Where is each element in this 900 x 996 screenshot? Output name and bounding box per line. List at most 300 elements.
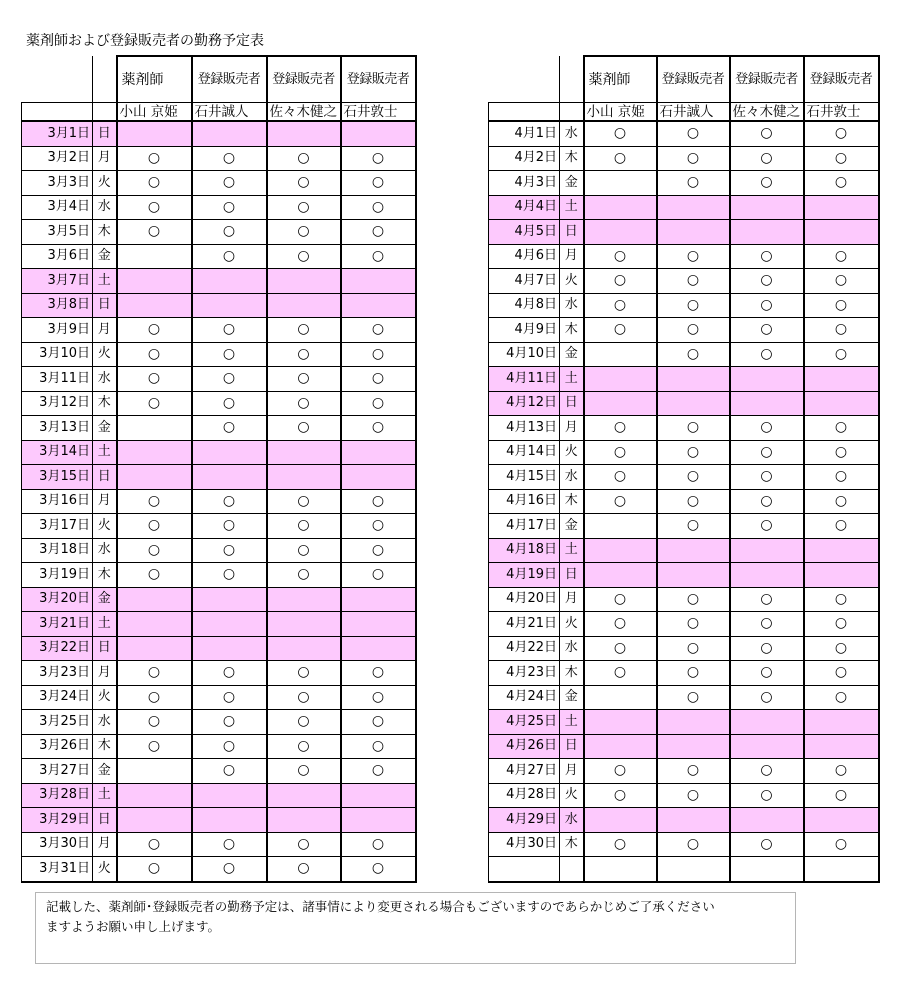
on-duty-mark: ○ [222, 419, 236, 436]
date-cell: 3月30日 [22, 832, 93, 857]
shift-cell [117, 342, 192, 367]
schedule-row [22, 783, 416, 808]
on-duty-mark: ○ [147, 223, 161, 240]
on-duty-mark: ○ [613, 247, 627, 264]
shift-cell [192, 489, 267, 514]
weekday-cell: 木 [560, 146, 584, 171]
shift-cell [584, 342, 657, 367]
on-duty-mark: ○ [760, 664, 773, 681]
shift-cell [117, 146, 192, 171]
shift-cell [657, 661, 730, 686]
shift-cell [584, 269, 657, 294]
shift-cell [341, 465, 416, 490]
on-duty-mark: ○ [686, 272, 700, 289]
shift-cell [341, 489, 416, 514]
on-duty-mark: ○ [760, 762, 773, 779]
shift-cell [657, 318, 730, 343]
on-duty-mark: ○ [222, 223, 236, 240]
shift-cell [730, 318, 804, 343]
shift-cell [584, 121, 657, 146]
schedule-row [489, 563, 879, 588]
shift-cell [341, 587, 416, 612]
shift-cell [117, 269, 192, 294]
on-duty-mark: ○ [686, 492, 700, 509]
on-duty-mark: ○ [297, 517, 310, 534]
schedule-row [489, 538, 879, 563]
shift-cell [267, 342, 341, 367]
shift-cell [192, 391, 267, 416]
shift-cell [192, 538, 267, 563]
on-duty-mark: ○ [147, 860, 161, 877]
on-duty-mark: ○ [297, 566, 310, 583]
shift-cell [267, 416, 341, 441]
on-duty-mark: ○ [686, 664, 700, 681]
on-duty-mark: ○ [834, 835, 848, 852]
on-duty-mark: ○ [613, 443, 627, 460]
role-registered-seller: 登録販売者 [267, 56, 341, 103]
on-duty-mark: ○ [222, 370, 236, 387]
shift-cell [584, 318, 657, 343]
schedule-row [22, 440, 416, 465]
shift-cell [730, 636, 804, 661]
on-duty-mark: ○ [147, 737, 161, 754]
role-pharmacist: 薬剤師 [117, 56, 192, 103]
shift-cell [730, 391, 804, 416]
schedule-row [489, 734, 879, 759]
on-duty-mark: ○ [147, 174, 161, 191]
shift-cell [657, 220, 730, 245]
weekday-cell: 金 [560, 171, 584, 196]
date-cell: 4月12日 [489, 391, 560, 416]
shift-cell [192, 857, 267, 882]
on-duty-mark: ○ [686, 174, 700, 191]
on-duty-mark: ○ [297, 860, 310, 877]
shift-cell [192, 220, 267, 245]
on-duty-mark: ○ [686, 443, 700, 460]
shift-cell [657, 416, 730, 441]
on-duty-mark: ○ [222, 198, 236, 215]
shift-cell [657, 171, 730, 196]
weekday-cell: 木 [93, 734, 117, 759]
header-names-row [489, 103, 879, 122]
shift-cell [804, 734, 879, 759]
date-cell: 4月21日 [489, 612, 560, 637]
shift-cell [657, 244, 730, 269]
date-cell: 3月15日 [22, 465, 93, 490]
shift-cell [804, 244, 879, 269]
date-cell: 3月26日 [22, 734, 93, 759]
date-cell: 3月10日 [22, 342, 93, 367]
shift-cell [192, 171, 267, 196]
on-duty-mark: ○ [222, 492, 236, 509]
date-cell: 3月2日 [22, 146, 93, 171]
shift-cell [730, 832, 804, 857]
on-duty-mark: ○ [297, 688, 310, 705]
weekday-cell: 水 [560, 293, 584, 318]
shift-cell [117, 857, 192, 882]
shift-cell [657, 391, 730, 416]
on-duty-mark: ○ [222, 394, 236, 411]
header-date-cell [22, 103, 93, 122]
shift-cell [730, 685, 804, 710]
on-duty-mark: ○ [222, 860, 236, 877]
header-blank-cell [93, 56, 117, 103]
shift-cell [341, 612, 416, 637]
date-cell: 4月8日 [489, 293, 560, 318]
schedule-row [489, 587, 879, 612]
weekday-cell: 日 [560, 734, 584, 759]
on-duty-mark: ○ [760, 321, 773, 338]
date-cell: 3月28日 [22, 783, 93, 808]
shift-cell [192, 783, 267, 808]
staff-name: 佐々木健之 [267, 103, 341, 122]
on-duty-mark: ○ [613, 615, 627, 632]
shift-cell [267, 759, 341, 784]
on-duty-mark: ○ [147, 517, 161, 534]
schedule-row [22, 587, 416, 612]
on-duty-mark: ○ [686, 835, 700, 852]
date-cell: 4月9日 [489, 318, 560, 343]
date-cell: 4月30日 [489, 832, 560, 857]
weekday-cell: 日 [93, 293, 117, 318]
on-duty-mark: ○ [297, 737, 310, 754]
schedule-row [22, 220, 416, 245]
shift-cell [657, 832, 730, 857]
header-names-row [22, 103, 416, 122]
shift-cell [267, 465, 341, 490]
shift-cell [117, 734, 192, 759]
on-duty-mark: ○ [147, 370, 161, 387]
on-duty-mark: ○ [613, 468, 627, 485]
date-cell: 4月17日 [489, 514, 560, 539]
weekday-cell: 火 [560, 783, 584, 808]
shift-cell [117, 391, 192, 416]
april-schedule-body [489, 56, 879, 882]
shift-cell [804, 146, 879, 171]
shift-cell [657, 783, 730, 808]
weekday-cell: 火 [93, 857, 117, 882]
on-duty-mark: ○ [613, 492, 627, 509]
shift-cell [584, 171, 657, 196]
on-duty-mark: ○ [297, 198, 310, 215]
shift-cell [341, 391, 416, 416]
on-duty-mark: ○ [834, 125, 848, 142]
shift-cell [657, 440, 730, 465]
shift-cell [192, 612, 267, 637]
shift-cell [117, 244, 192, 269]
schedule-row [489, 685, 879, 710]
shift-cell [584, 661, 657, 686]
shift-cell [267, 121, 341, 146]
role-registered-seller: 登録販売者 [657, 56, 730, 103]
on-duty-mark: ○ [760, 125, 773, 142]
shift-cell [341, 244, 416, 269]
shift-cell [341, 783, 416, 808]
on-duty-mark: ○ [222, 835, 236, 852]
shift-cell [192, 121, 267, 146]
schedule-row [22, 808, 416, 833]
schedule-row [22, 832, 416, 857]
shift-cell [117, 661, 192, 686]
schedule-row [489, 195, 879, 220]
weekday-cell: 水 [560, 121, 584, 146]
schedule-row [489, 342, 879, 367]
on-duty-mark: ○ [834, 664, 848, 681]
header-roles-row [489, 56, 879, 103]
on-duty-mark: ○ [834, 247, 848, 264]
date-cell: 4月24日 [489, 685, 560, 710]
on-duty-mark: ○ [834, 468, 848, 485]
shift-cell [117, 832, 192, 857]
on-duty-mark: ○ [147, 492, 161, 509]
shift-cell [341, 832, 416, 857]
date-cell: 3月25日 [22, 710, 93, 735]
shift-cell [117, 563, 192, 588]
date-cell: 3月6日 [22, 244, 93, 269]
date-cell: 3月21日 [22, 612, 93, 637]
shift-cell [341, 563, 416, 588]
weekday-cell: 月 [93, 661, 117, 686]
shift-cell [192, 636, 267, 661]
weekday-cell: 日 [93, 636, 117, 661]
weekday-cell: 月 [93, 489, 117, 514]
on-duty-mark: ○ [222, 737, 236, 754]
on-duty-mark: ○ [613, 639, 627, 656]
staff-name: 石井誠人 [192, 103, 267, 122]
on-duty-mark: ○ [760, 272, 773, 289]
weekday-cell: 土 [560, 538, 584, 563]
shift-cell [730, 342, 804, 367]
schedule-row [22, 734, 416, 759]
on-duty-mark: ○ [222, 664, 236, 681]
shift-cell [730, 734, 804, 759]
weekday-cell: 月 [560, 416, 584, 441]
shift-cell [730, 367, 804, 392]
shift-cell [657, 636, 730, 661]
notice-box [35, 892, 796, 964]
weekday-cell: 火 [560, 440, 584, 465]
date-cell: 4月13日 [489, 416, 560, 441]
date-cell: 3月1日 [22, 121, 93, 146]
on-duty-mark: ○ [686, 639, 700, 656]
role-registered-seller: 登録販売者 [192, 56, 267, 103]
on-duty-mark: ○ [371, 149, 385, 166]
on-duty-mark: ○ [834, 639, 848, 656]
shift-cell [804, 465, 879, 490]
on-duty-mark: ○ [222, 517, 236, 534]
shift-cell [584, 195, 657, 220]
weekday-cell: 木 [93, 563, 117, 588]
schedule-row [22, 710, 416, 735]
shift-cell [117, 636, 192, 661]
date-cell: 4月25日 [489, 710, 560, 735]
shift-cell [657, 146, 730, 171]
on-duty-mark: ○ [686, 762, 700, 779]
on-duty-mark: ○ [297, 762, 310, 779]
weekday-cell: 火 [93, 342, 117, 367]
shift-cell [730, 759, 804, 784]
shift-cell [584, 244, 657, 269]
shift-cell [341, 685, 416, 710]
on-duty-mark: ○ [297, 419, 310, 436]
shift-cell [730, 563, 804, 588]
weekday-cell: 月 [560, 244, 584, 269]
shift-cell [804, 587, 879, 612]
on-duty-mark: ○ [760, 688, 773, 705]
shift-cell [584, 538, 657, 563]
on-duty-mark: ○ [147, 321, 161, 338]
schedule-row [22, 367, 416, 392]
page-title: 薬剤師および登録販売者の勤務予定表 [26, 33, 264, 49]
on-duty-mark: ○ [371, 345, 385, 362]
shift-cell [657, 293, 730, 318]
on-duty-mark: ○ [222, 541, 236, 558]
shift-cell [657, 514, 730, 539]
date-cell: 3月17日 [22, 514, 93, 539]
shift-cell [730, 489, 804, 514]
schedule-row [22, 244, 416, 269]
on-duty-mark: ○ [834, 149, 848, 166]
header-roles-row [22, 56, 416, 103]
shift-cell [804, 318, 879, 343]
schedule-row [489, 244, 879, 269]
on-duty-mark: ○ [297, 664, 310, 681]
weekday-cell: 火 [560, 612, 584, 637]
date-cell: 3月11日 [22, 367, 93, 392]
date-cell: 4月5日 [489, 220, 560, 245]
on-duty-mark: ○ [371, 664, 385, 681]
on-duty-mark: ○ [686, 345, 700, 362]
shift-cell [192, 734, 267, 759]
on-duty-mark: ○ [297, 321, 310, 338]
on-duty-mark: ○ [297, 492, 310, 509]
shift-cell [584, 220, 657, 245]
schedule-row [22, 318, 416, 343]
on-duty-mark: ○ [371, 762, 385, 779]
schedule-row [489, 367, 879, 392]
date-cell: 3月9日 [22, 318, 93, 343]
shift-cell [341, 195, 416, 220]
shift-cell [341, 857, 416, 882]
date-cell [489, 857, 560, 882]
on-duty-mark: ○ [760, 247, 773, 264]
shift-cell [584, 636, 657, 661]
on-duty-mark: ○ [613, 664, 627, 681]
schedule-row [489, 416, 879, 441]
staff-name: 石井誠人 [657, 103, 730, 122]
on-duty-mark: ○ [834, 321, 848, 338]
date-cell: 3月4日 [22, 195, 93, 220]
weekday-cell: 金 [93, 244, 117, 269]
shift-cell [341, 538, 416, 563]
shift-cell [730, 293, 804, 318]
on-duty-mark: ○ [834, 786, 848, 803]
shift-cell [657, 342, 730, 367]
on-duty-mark: ○ [613, 786, 627, 803]
schedule-row [22, 146, 416, 171]
schedule-row [489, 318, 879, 343]
on-duty-mark: ○ [147, 688, 161, 705]
on-duty-mark: ○ [834, 590, 848, 607]
weekday-cell: 金 [560, 685, 584, 710]
on-duty-mark: ○ [613, 272, 627, 289]
shift-cell [584, 832, 657, 857]
schedule-row [22, 514, 416, 539]
shift-cell [192, 685, 267, 710]
shift-cell [267, 734, 341, 759]
shift-cell [117, 318, 192, 343]
shift-cell [657, 808, 730, 833]
shift-cell [804, 440, 879, 465]
shift-cell [267, 489, 341, 514]
shift-cell [192, 416, 267, 441]
shift-cell [267, 636, 341, 661]
shift-cell [117, 465, 192, 490]
shift-cell [657, 734, 730, 759]
shift-cell [267, 783, 341, 808]
weekday-cell: 火 [93, 171, 117, 196]
date-cell: 4月20日 [489, 587, 560, 612]
role-registered-seller: 登録販売者 [341, 56, 416, 103]
weekday-cell: 月 [560, 759, 584, 784]
on-duty-mark: ○ [147, 664, 161, 681]
shift-cell [657, 538, 730, 563]
weekday-cell: 月 [93, 832, 117, 857]
shift-cell [267, 391, 341, 416]
on-duty-mark: ○ [297, 345, 310, 362]
shift-cell [584, 587, 657, 612]
shift-cell [730, 440, 804, 465]
schedule-row [22, 342, 416, 367]
on-duty-mark: ○ [371, 688, 385, 705]
shift-cell [730, 783, 804, 808]
date-cell: 3月27日 [22, 759, 93, 784]
shift-cell [192, 832, 267, 857]
weekday-cell: 水 [560, 808, 584, 833]
on-duty-mark: ○ [297, 394, 310, 411]
shift-cell [584, 808, 657, 833]
schedule-row [489, 808, 879, 833]
staff-name: 石井敦士 [804, 103, 879, 122]
schedule-row [489, 832, 879, 857]
weekday-cell: 木 [560, 661, 584, 686]
shift-cell [584, 857, 657, 882]
date-cell: 3月12日 [22, 391, 93, 416]
on-duty-mark: ○ [297, 713, 310, 730]
on-duty-mark: ○ [760, 174, 773, 191]
schedule-row [22, 465, 416, 490]
shift-cell [341, 808, 416, 833]
shift-cell [730, 171, 804, 196]
weekday-cell: 日 [93, 465, 117, 490]
weekday-cell: 日 [560, 391, 584, 416]
date-cell: 4月19日 [489, 563, 560, 588]
on-duty-mark: ○ [371, 370, 385, 387]
on-duty-mark: ○ [297, 370, 310, 387]
shift-cell [804, 121, 879, 146]
shift-cell [657, 612, 730, 637]
shift-cell [117, 121, 192, 146]
shift-cell [657, 489, 730, 514]
schedule-row [489, 636, 879, 661]
on-duty-mark: ○ [222, 762, 236, 779]
shift-cell [804, 832, 879, 857]
date-cell: 3月23日 [22, 661, 93, 686]
on-duty-mark: ○ [686, 247, 700, 264]
shift-cell [267, 318, 341, 343]
date-cell: 4月7日 [489, 269, 560, 294]
schedule-row [22, 538, 416, 563]
